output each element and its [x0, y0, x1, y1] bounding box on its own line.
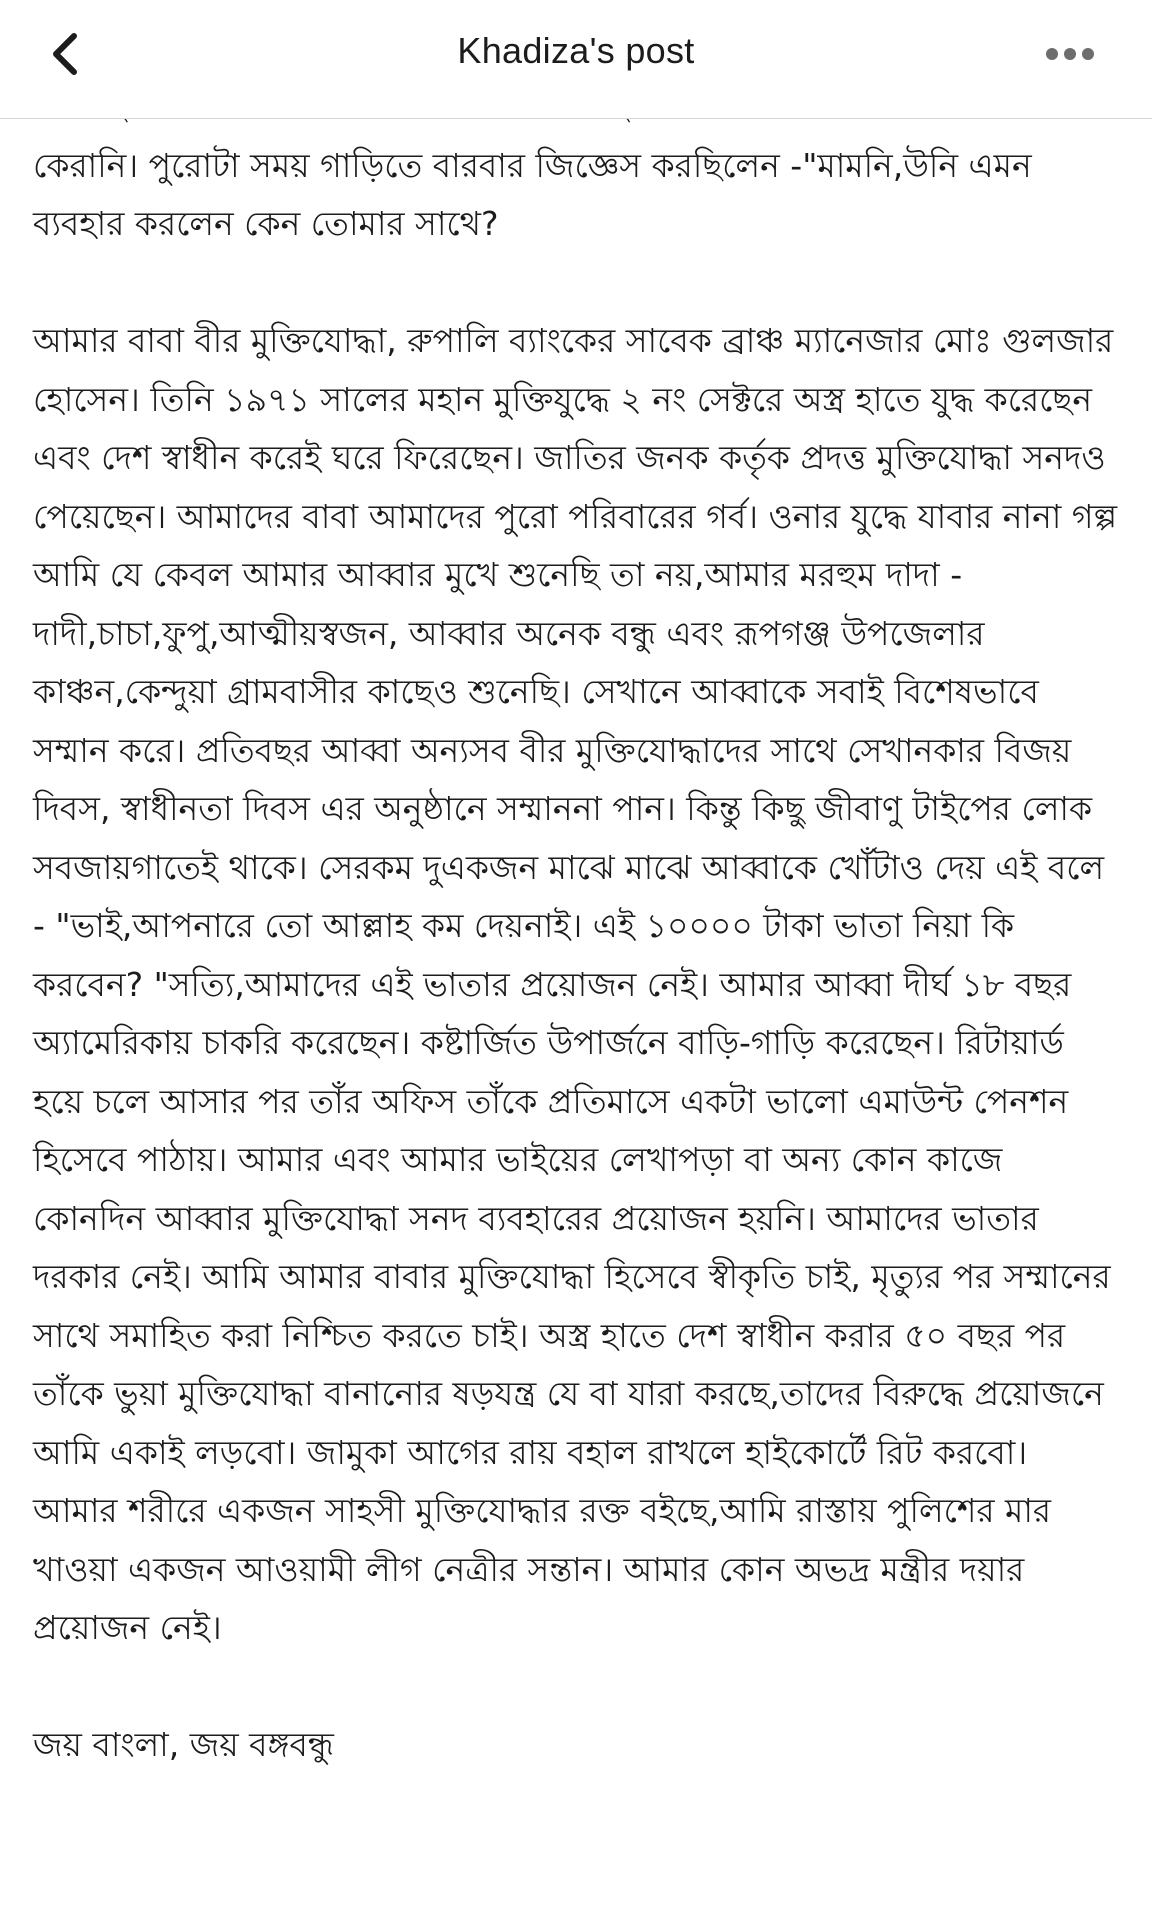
post-paragraph: কেরানি। পুরোটা সময় গাড়িতে বারবার জিজ্ঞেস করছিলেন -"মামনি,উনি এমন ব্যবহার করলেন কেন তোমার সাথে? [33, 145, 1032, 243]
more-options-button[interactable] [1028, 32, 1112, 76]
post-signoff: জয় বাংলা, জয় বঙ্গবন্ধু [33, 1725, 334, 1764]
page-title: Khadiza's post [457, 30, 695, 71]
more-horizontal-icon [1045, 47, 1095, 61]
post-body [33, 100, 1122, 1775]
top-nav-bar [0, 0, 1152, 119]
post-paragraph: আমার বাবা বীর মুক্তিযোদ্ধা, রুপালি ব্যাংকের সাবেক ব্রাঞ্চ ম্যানেজার মোঃ গুলজার হোসেন। তিনি ১৯৭১ সালের মহান মুক্তিযুদ্ধে ২ নং সেক্টরে অস্ত্র হাতে যুদ্ধ করেছেন এবং দেশ স্বাধীন করেই ঘরে ফিরেছেন। জাতির জনক কর্তৃক প্রদত্ত মুক্তিযোদ্ধা সনদও পেয়েছেন। আমাদের বাবা আমাদের পুরো পরিবারের গর্ব। ওনার যুদ্ধে যাবার নানা গল্প আমি যে কেবল আমার আব্বার মুখে শুনেছি তা নয়,আমার মরহুম দাদা - দাদী,চাচা,ফুপু,আত্মীয়স্বজন, আব্বার অনেক বন্ধু এবং রূপগঞ্জ উপজেলার কাঞ্চন,কেন্দুয়া গ্রামবাসীর কাছেও শুনেছি। সেখানে আব্বাকে সবাই বিশেষভাবে সম্মান করে। প্রতিবছর আব্বা অন্যসব বীর মুক্তিযোদ্ধাদের সাথে সেখানকার বিজয় দিবস, স্বাধীনতা দিবস এর অনুষ্ঠানে সম্মাননা পান। কিন্তু কিছু জীবাণু টাইপের লোক সবজায়গাতেই থাকে। সেরকম দুএকজন মাঝে মাঝে আব্বাকে খোঁটাও দেয় এই বলে - "ভাই,আপনারে তো আল্লাহ কম দেয়নাই। এই ১০০০০ টাকা ভাতা নিয়া কি করবেন? "সত্যি,আমাদের এই ভাতার প্রয়োজন নেই। আমার আব্বা দীর্ঘ ১৮ বছর অ্যামেরিকায় চাকরি করেছেন। কষ্টার্জিত উপার্জনে বাড়ি-গাড়ি করেছেন। রিটায়ার্ড হয়ে চলে আসার পর তাঁর অফিস তাঁকে প্রতিমাসে একটা ভালো এমাউন্ট পেনশন হিসেবে পাঠায়। আমার এবং আমার ভাইয়ের লেখাপড়া বা অন্য কোন কাজে কোনদিন আব্বার মুক্তিযোদ্ধা সনদ ব্যবহারের প্রয়োজন হয়নি। আমাদের ভাতার দরকার নেই। আমি আমার বাবার মুক্তিযোদ্ধা হিসেবে স্বীকৃতি চাই, মৃত্যুর পর সম্মানের সাথে সমাহিত করা নিশ্চিত করতে চাই। অস্ত্র হাতে দেশ স্বাধীন করার ৫০ বছর পর তাঁকে ভুয়া মুক্তিযোদ্ধা বানানোর ষড়যন্ত্র যে বা যারা করছে,তাদের বিরুদ্ধে প্রয়োজনে আমি একাই লড়বো। জামুকা আগের রায় বহাল রাখলে হাইকোর্টে রিট করবো। আমার শরীরে একজন সাহসী মুক্তিযোদ্ধার রক্ত বইছে,আমি রাস্তায় পুলিশের মার খাওয়া একজন আওয়ামী লীগ নেত্রীর সন্তান। আমার কোন অভদ্র মন্ত্রীর দয়ার প্রয়োজন নেই। [33, 321, 1118, 1647]
